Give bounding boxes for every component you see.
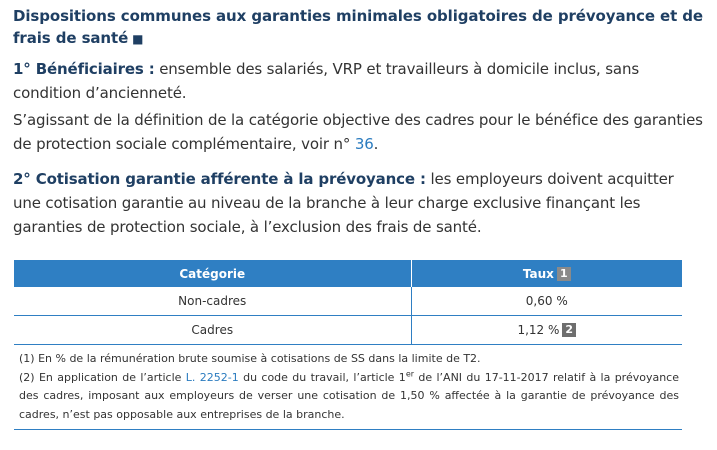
beneficiaires-paragraph xyxy=(13,57,703,105)
cotisation-text: les employeurs doivent acquitter une cotisation garantie au niveau de la branche à leur charge exclusive finançant les garanties de protection sociale, à l’exclusion des frais de santé. xyxy=(13,170,674,236)
beneficiaires-text: ensemble des salariés, VRP et travailleurs à domicile inclus, sans condition d’ancienneté. xyxy=(13,60,639,102)
taux-value: 1,12 % xyxy=(517,323,560,337)
cotisation-table xyxy=(14,260,682,345)
cotisation-lead: 2° Cotisation garantie afférente à la prévoyance : xyxy=(13,170,426,188)
header-taux-label: Taux xyxy=(522,266,554,281)
note-1-badge[interactable]: 1 xyxy=(557,267,571,281)
article-l2252-1-link[interactable]: L. 2252-1 xyxy=(185,370,239,384)
cadres-definition-end: . xyxy=(373,135,379,153)
notes-divider xyxy=(14,429,682,430)
table-row xyxy=(14,316,682,345)
note-1: (1) En % de la rémunération brute soumise à cotisations de SS dans la limite de T2. xyxy=(19,352,481,365)
table-row xyxy=(14,287,682,316)
taux-value: 0,60 % xyxy=(525,294,568,308)
header-categorie: Catégorie xyxy=(14,260,411,287)
row-non-cadres-categorie: Non-cadres xyxy=(14,287,411,316)
note-2-badge[interactable]: 2 xyxy=(562,323,576,337)
row-cadres-categorie: Cadres xyxy=(14,316,411,345)
note-2 xyxy=(19,369,679,425)
cadres-definition-paragraph xyxy=(13,108,703,156)
row-non-cadres-taux xyxy=(411,287,682,316)
paragraph-36-link[interactable]: 36 xyxy=(354,135,374,153)
square-icon: ■ xyxy=(132,32,144,46)
note-2-superscript: er xyxy=(405,368,415,378)
note-2-text-b: du code du travail, l’article 1 xyxy=(238,370,406,384)
cotisation-paragraph xyxy=(13,167,703,239)
table-header-row xyxy=(14,260,682,287)
row-cadres-taux xyxy=(411,316,682,345)
cadres-definition-text: S’agissant de la définition de la catégorie objective des cadres pour le bénéfice des garanties de protection sociale complémentaire, voir n° xyxy=(13,111,703,153)
note-2-text-a: (2) En application de l’article xyxy=(19,370,186,384)
section-title-text: Dispositions communes aux garanties minimales obligatoires de prévoyance et de frais de santé xyxy=(13,7,704,47)
beneficiaires-lead: 1° Bénéficiaires : xyxy=(13,60,155,78)
note-2-text-c: de l’ANI du 17-11-2017 relatif à la prévoyance des cadres, imposant aux employeurs de verser une cotisation de 1,50 % affectée à la garantie de prévoyance des cadres, n’est pas opposable aux entreprises de la branche. xyxy=(19,370,679,421)
header-taux xyxy=(411,260,682,287)
section-title xyxy=(13,5,703,50)
table-notes xyxy=(19,350,679,424)
